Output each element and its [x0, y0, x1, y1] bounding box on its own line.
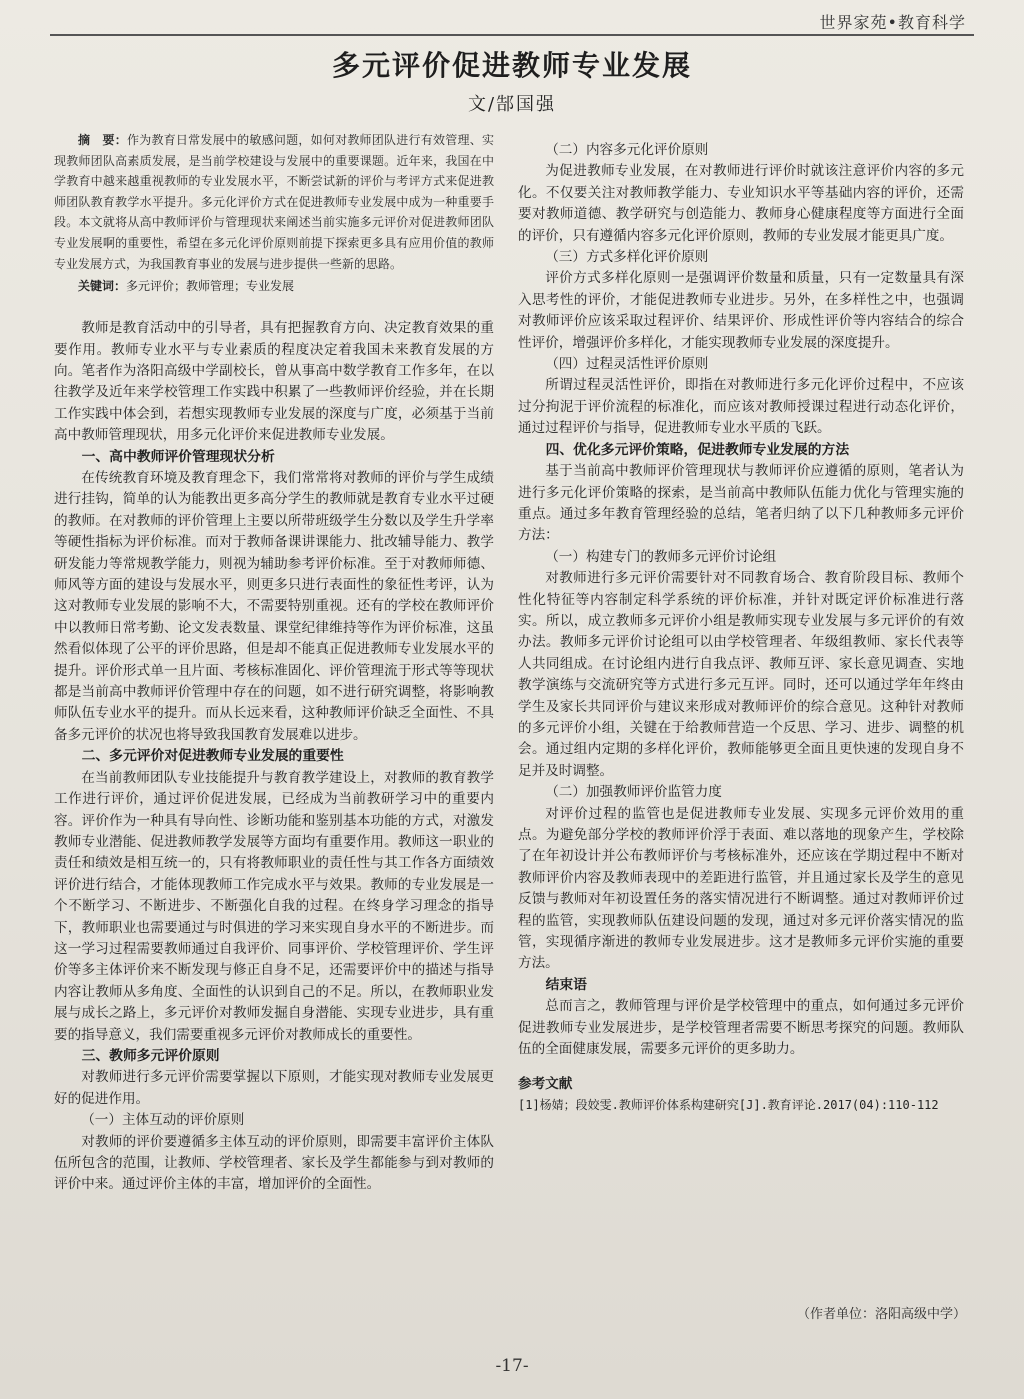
author-byline: 文/郜国强 [467, 94, 557, 115]
running-head: 世界家苑•教育科学 [819, 13, 966, 32]
section-4-sub1-text: 对教师进行多元评价需要针对不同教育场合、教育阶段目标、教师个性化特征等内容制定科学系统的评价标准，并针对既定评价标准进行落实。所以，成立教师多元评价小组是教师实现专业发展与多元评价的有效办法。教师多元评价讨论组可以由学校管理者、年级组教师、家长代表等人共同组成。在讨论组内进行自我点评、教师互评、家长意见调查、实地教学演练与交流研究等方式进行多元互评。同时，还可以通过学年年终由学生及家长共同评价与建议来形成对教师评价的综合意见。这种针对教师的多元评价小组，关键在于给教师营造一个反思、学习、进步、调整的机会。通过组内定期的多样化评价，教师能够更全面且更快速的发现自身不足并及时调整。 [518, 570, 964, 779]
section-3-sub4-heading: （四）过程灵活性评价原则 [545, 356, 709, 373]
abstract [54, 130, 494, 274]
section-4-sub1-heading: （一）构建专门的教师多元评价讨论组 [545, 548, 777, 565]
right-column [518, 140, 964, 1115]
page-number: -17- [495, 1356, 529, 1376]
header-rule [50, 34, 974, 36]
section-3-heading: 三、教师多元评价原则 [81, 1047, 220, 1064]
section-3-sub1-heading: （一）主体互动的评价原则 [81, 1112, 245, 1129]
abstract-text: 作为教育日常发展中的敏感问题，如何对教师团队进行有效管理、实现教师团队高素质发展，是当前学校建设与发展中的重要课题。近年来，我国在中学教育中越来越重视教师的专业发展水平，不断尝试新的评价与考评方式来促进教师团队教育教学水平提升。多元化评价方式在促进教师专业发展中成为一种重要手段。本文就将从高中教师评价与管理现状来阐述当前实施多元评价对促进教师团队专业发展啊的重要性，希望在多元化评价原则前提下探索更多具有应用价值的教师专业发展方式，为我国教育事业的发展与进步提供一些新的思路。 [54, 133, 494, 271]
references-heading: 参考文献 [518, 1076, 573, 1093]
section-3-paragraph: 对教师进行多元评价需要掌握以下原则，才能实现对教师专业发展更好的促进作用。 [54, 1069, 494, 1107]
section-3-sub3-heading: （三）方式多样化评价原则 [545, 249, 709, 266]
section-3-sub2-text: 为促进教师专业发展，在对教师进行评价时就该注意评价内容的多元化。不仅要关注对教师教学能力、专业知识水平等基础内容的评价，还需要对教师道德、教学研究与创造能力、教师身心健康程度等方面进行全面的评价，只有遵循内容多元化评价原则，教师的专业发展才能更具广度。 [518, 163, 964, 244]
section-4-sub2-heading: （二）加强教师评价监管力度 [545, 784, 722, 801]
section-3-sub3-text: 评价方式多样化原则一是强调评价数量和质量，只有一定数量具有深入思考性的评价，才能促进教师专业进步。另外，在多样性之中，也强调对教师评价应该采取过程评价、结果评价、形成性评价等内容结合的综合性评价，增强评价多样化，才能实现教师专业发展的深度提升。 [518, 270, 964, 351]
conclusion-text: 总而言之，教师管理与评价是学校管理中的重点，如何通过多元评价促进教师专业发展进步，是学校管理者需要不断思考探究的问题。教师队伍的全面健康发展，需要多元评价的更多助力。 [518, 998, 964, 1058]
section-4-paragraph: 基于当前高中教师评价管理现状与教师评价应遵循的原则，笔者认为进行多元化评价策略的探索，是当前高中教师队伍能力优化与管理实施的重点。通过多年教育管理经验的总结，笔者归纳了以下几种教师多元评价方法： [518, 463, 964, 544]
section-3-sub4-text: 所谓过程灵活性评价，即指在对教师进行多元化评价过程中，不应该过分拘泥于评价流程的标准化，而应该对教师授课过程进行动态化评价，通过过程评价与指导，促进教师专业水平质的飞跃。 [518, 377, 964, 437]
intro-paragraph: 教师是教育活动中的引导者，具有把握教育方向、决定教育效果的重要作用。教师专业水平与专业素质的程度决定着我国未来教育发展的方向。笔者作为洛阳高级中学副校长，曾从事高中数学教育工作多年，在以往教学及近年来学校管理工作实践中积累了一些教师评价经验，并在长期工作实践中体会到，若想实现教师专业发展的深度与广度，必须基于当前高中教师管理现状，用多元化评价来促进教师专业发展。 [54, 320, 494, 444]
keywords-text: 多元评价；教师管理；专业发展 [126, 279, 295, 294]
section-1-heading: 一、高中教师评价管理现状分析 [81, 448, 275, 465]
section-1-paragraph: 在传统教育环境及教育理念下，我们常常将对教师的评价与学生成绩进行挂钩，简单的认为能教出更多高分学生的教师就是教育专业水平过硬的教师。在对教师的评价管理上主要以所带班级学生分数以及学生升学率等硬性指标为评价标准。而对于教师备课讲课能力、批改辅导能力、教学研发能力等常规教学能力，则视为辅助参考评价标准。至于对教师师德、师风等方面的建设与发展水平，则更多只进行表面性的象征性考评，认为这对教师专业发展的影响不大，不需要特别重视。还有的学校在教师评价中以教师日常考勤、论文发表数量、课堂纪律维持等作为评价标准，这虽然看似体现了公平的评价思路，但是却不能真正促进教师专业发展水平的提升。评价形式单一且片面、考核标准固化、评价管理流于形式等等现状都是当前高中教师评价管理中存在的问题，如不进行研究调整，将影响教师队伍专业水平的提升。而从长远来看，这种教师评价缺乏全面性、不具备多元评价的状况也将导致我国教育发展难以进步。 [54, 470, 494, 743]
section-2-heading: 二、多元评价对促进教师专业发展的重要性 [81, 748, 344, 765]
keywords-label: 关键词： [78, 279, 127, 294]
left-column [54, 128, 494, 1196]
abstract-label: 摘 要： [78, 133, 127, 147]
article-title: 多元评价促进教师专业发展 [331, 49, 692, 82]
keywords [54, 276, 494, 296]
section-2-paragraph: 在当前教师团队专业技能提升与教育教学建设上，对教师的教育教学工作进行评价，通过评价促进发展，已经成为当前教研学习中的重要内容。评价作为一种具有导向性、诊断功能和鉴别基本功能的方式，对激发教师专业潜能、促进教师教学发展等方面均有重要作用。教师这一职业的责任和绩效是相互统一的，只有将教师职业的责任性与其工作各方面绩效评价进行结合，才能体现教师工作完成水平与效果。教师的专业发展是一个不断学习、不断进步、不断强化自我的过程。在终身学习理念的指导下，教师职业也需要通过与时俱进的学习来实现自身水平的不断进步。而这一学习过程需要教师通过自我评价、同事评价、学校管理评价、学生评价等多主体评价来不断发现与修正自身不足，还需要评价中的描述与指导内容让教师从多角度、全面性的认识到自己的不足。所以，在教师职业发展与成长之路上，多元评价对教师发掘自身潜能、实现专业进步，具有重要的指导意义，我们需要重视多元评价对教师成长的重要性。 [54, 769, 494, 1043]
conclusion-heading: 结束语 [545, 976, 587, 993]
reference-item: [1]杨婧；段姣雯.教师评价体系构建研究[J].教育评论.2017(04):110-112 [518, 1097, 939, 1112]
author-affiliation: （作者单位：洛阳高级中学） [796, 1307, 966, 1322]
section-3-sub1-text: 对教师的评价要遵循多主体互动的评价原则，即需要丰富评价主体队伍所包含的范围，让教师、学校管理者、家长及学生都能参与到对教师的评价中来。通过评价主体的丰富，增加评价的全面性。 [54, 1133, 494, 1193]
section-3-sub2-heading: （二）内容多元化评价原则 [545, 142, 709, 158]
section-4-heading: 四、优化多元评价策略，促进教师专业发展的方法 [545, 441, 850, 458]
spacer [54, 296, 494, 318]
section-4-sub2-text: 对评价过程的监管也是促进教师专业发展、实现多元评价效用的重点。为避免部分学校的教师评价浮于表面、难以落地的现象产生，学校除了在年初设计并公布教师评价与考核标准外，还应该在学期过程中不断对教师评价内容及教师表现中的差距进行监管，并且通过家长及学生的意见反馈与教师对年初设置任务的落实情况进行不断调整。通过对教师评价过程的监管，实现教师队伍建设问题的发现，通过对多元评价落实情况的监管，实现循序渐进的教师专业发展进步。这才是教师多元评价实施的重要方法。 [518, 805, 964, 972]
